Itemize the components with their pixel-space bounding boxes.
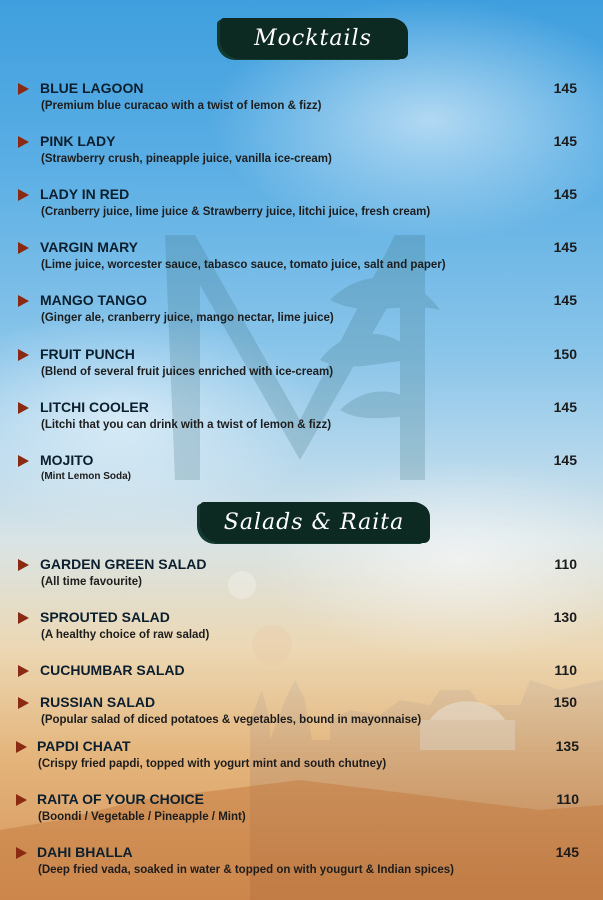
item-price: 110: [554, 556, 577, 572]
item-price: 130: [553, 609, 577, 625]
section-title-mocktails: Mocktails: [220, 18, 406, 58]
item-price: 145: [553, 239, 577, 255]
arrow-bullet-icon: [18, 189, 29, 201]
arrow-bullet-icon: [16, 794, 27, 806]
item-description: (Ginger ale, cranberry juice, mango nectar, lime juice): [41, 312, 334, 324]
arrow-bullet-icon: [18, 455, 29, 467]
arrow-bullet-icon: [18, 349, 29, 361]
item-description: (Popular salad of diced potatoes & vegetables, bound in mayonnaise): [41, 714, 422, 726]
item-name: VARGIN MARY: [40, 239, 138, 255]
item-description: (Deep fried vada, soaked in water & topped on with yougurt & Indian spices): [38, 864, 454, 876]
item-name: FRUIT PUNCH: [40, 346, 135, 362]
item-name: SPROUTED SALAD: [40, 609, 170, 625]
arrow-bullet-icon: [18, 242, 29, 254]
arrow-bullet-icon: [16, 847, 27, 859]
item-name: BLUE LAGOON: [40, 80, 144, 96]
item-price: 110: [556, 791, 579, 807]
item-name: LADY IN RED: [40, 186, 130, 202]
arrow-bullet-icon: [18, 697, 29, 709]
item-description: (Lime juice, worcester sauce, tabasco sauce, tomato juice, salt and paper): [41, 259, 446, 271]
item-description: (All time favourite): [41, 576, 142, 588]
item-price: 145: [553, 452, 577, 468]
item-description: (Litchi that you can drink with a twist of lemon & fizz): [41, 419, 332, 431]
item-name: PINK LADY: [40, 133, 116, 149]
item-description: (Blend of several fruit juices enriched with ice-cream): [41, 366, 334, 378]
item-description: (Crispy fried papdi, topped with yogurt mint and south chutney): [38, 758, 387, 770]
item-name: GARDEN GREEN SALAD: [40, 556, 207, 572]
item-name: RAITA OF YOUR CHOICE: [37, 791, 204, 807]
item-description: (Premium blue curacao with a twist of lemon & fizz): [41, 100, 322, 112]
arrow-bullet-icon: [18, 402, 29, 414]
item-name: LITCHI COOLER: [40, 399, 149, 415]
item-price: 145: [555, 844, 579, 860]
item-name: DAHI BHALLA: [37, 844, 133, 860]
item-price: 110: [554, 662, 577, 678]
arrow-bullet-icon: [18, 295, 29, 307]
item-price: 145: [553, 186, 577, 202]
arrow-bullet-icon: [18, 559, 29, 571]
item-name: PAPDI CHAAT: [37, 738, 131, 754]
arrow-bullet-icon: [16, 741, 27, 753]
item-description: (Boondi / Vegetable / Pineapple / Mint): [38, 811, 246, 823]
section-title-salads-raita: Salads & Raita: [200, 502, 428, 542]
item-price: 145: [553, 292, 577, 308]
item-price: 145: [553, 399, 577, 415]
arrow-bullet-icon: [18, 83, 29, 95]
item-name: CUCHUMBAR SALAD: [40, 662, 185, 678]
item-price: 150: [553, 694, 577, 710]
item-price: 145: [553, 133, 577, 149]
arrow-bullet-icon: [18, 136, 29, 148]
item-price: 145: [553, 80, 577, 96]
item-name: MANGO TANGO: [40, 292, 148, 308]
item-description: (A healthy choice of raw salad): [41, 629, 210, 641]
item-description: (Cranberry juice, lime juice & Strawberry juice, litchi juice, fresh cream): [41, 206, 431, 218]
item-name: RUSSIAN SALAD: [40, 694, 156, 710]
arrow-bullet-icon: [18, 612, 29, 624]
arrow-bullet-icon: [18, 665, 29, 677]
item-price: 150: [553, 346, 577, 362]
item-price: 135: [555, 738, 579, 754]
item-description: (Mint Lemon Soda): [41, 471, 131, 482]
item-description: (Strawberry crush, pineapple juice, vanilla ice-cream): [41, 153, 332, 165]
item-name: MOJITO: [40, 452, 94, 468]
